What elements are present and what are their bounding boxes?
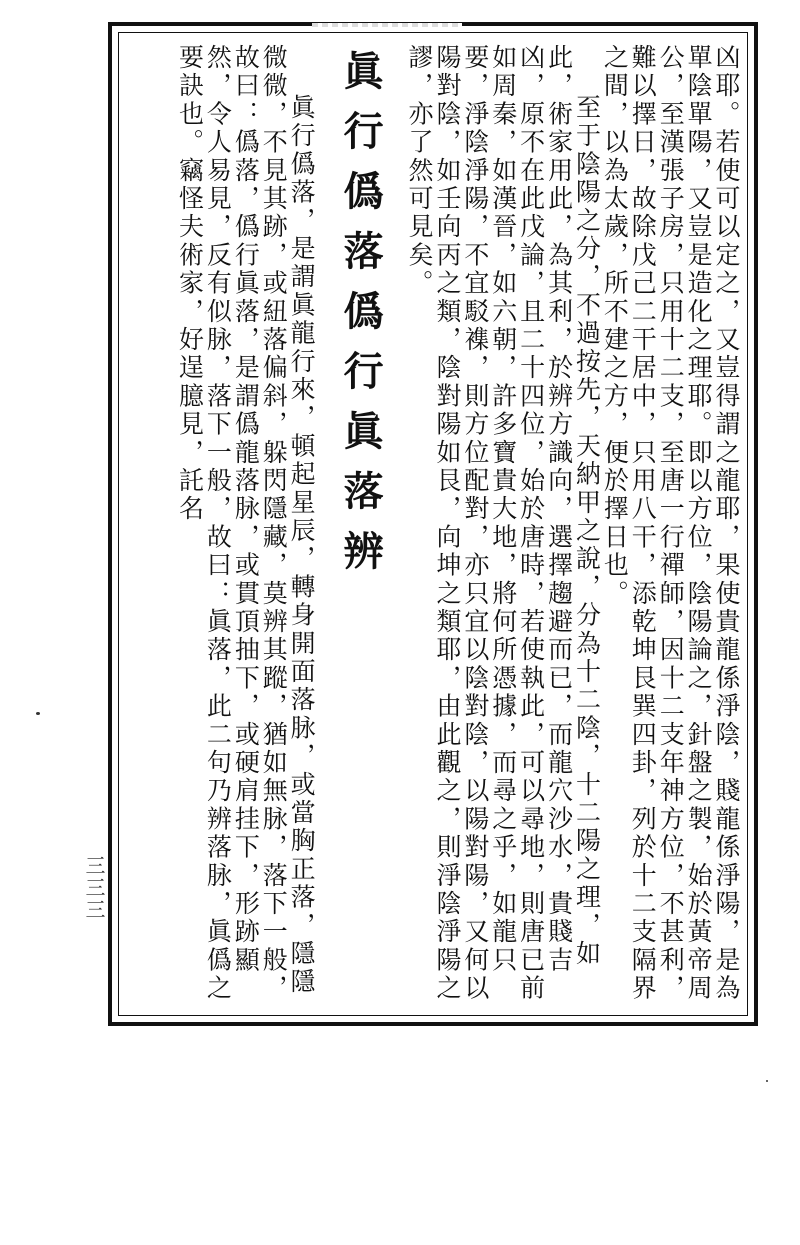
- paragraph-true-false: 眞行僞落，是謂眞龍行來，頓起星辰，轉身開面落脉，或當胸正落，隱隱微微，不見其跡，或紐落偏斜，躲閃隱藏，莫辨其蹤，猶如無脉，落下一般，故曰：僞落，僞行眞落，是謂僞龍落脉，或貫頂抽下，或硬肩挂下，形跡顯然，令人易見，反有似脉，落下一般，故曰：眞落，此二句乃辨落脉，眞僞之要訣也。竊怪夫術家，好逞臆見，託名: [175, 44, 317, 1003]
- scan-speck: [36, 712, 40, 715]
- paragraph-continued: 凶耶。若使可以定之，又豈得謂之龍耶，果使貴龍係淨陰，賤龍係淨陽，是為單陰單陽，又豈是造化之理耶。即以方位，陰陽論之，針盤之製，始於黃帝周公，至漢張子房，只用十二支，至唐一行禪師，因十二支年神方位，不甚利，難以擇日，故除戊己二干居中，只用八干，添乾坤艮巽四卦，列於十二支隔界之間，以為太歲，所不建之方，便於擇日也。: [600, 44, 741, 1003]
- paragraph-yin-yang: 至于陰陽之分，不過按先，天納甲之說，分為十二陰，十二陽之理，如此，術家用此，為其利，於辨方識向，選擇趨避而已，而龍穴沙水，貴賤吉凶，原不在此戊論，且二十四位，始於唐時，若使執此，可以尋地，則唐已前如周秦，如漢晉，如六朝，許多寶貴大地，將何所憑據，而尋之乎，如龍只要，淨陰淨陽，不宜駁襍，則方位配對，亦只宜以陰對陰，以陽對陽，又何以陽對陰，如壬向丙之類，陰對陽如艮，向坤之類耶，由此觀之，則淨陰淨陽之謬，亦了然可見矣。: [405, 44, 602, 1003]
- section-title: 眞行僞落僞行眞落辨: [337, 50, 385, 590]
- scan-smudge: [312, 23, 462, 27]
- vertical-text-body: [142, 44, 740, 1004]
- scan-speck: [766, 1080, 768, 1082]
- page-number: 三三三: [82, 855, 106, 921]
